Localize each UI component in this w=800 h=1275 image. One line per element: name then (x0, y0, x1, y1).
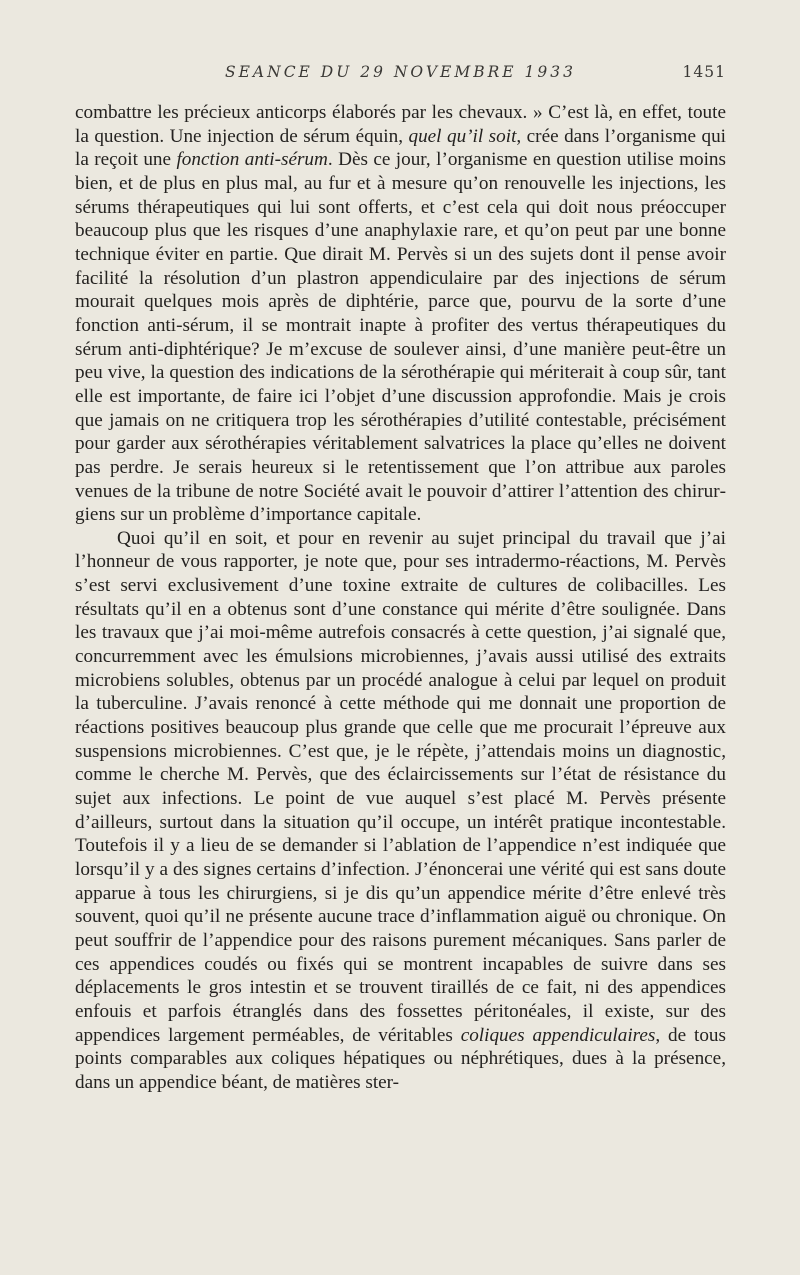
text-run: combattre les précieux anticorps élaborés par les chevaux. » C’est là, en effet, toute la question. Une injection de sérum équin, (75, 102, 726, 147)
italic-text: fonction anti-sérum (176, 149, 328, 171)
italic-text: quel qu’il soit (408, 125, 517, 147)
body-text (75, 101, 726, 1095)
paragraph (75, 101, 726, 527)
paragraph (75, 527, 726, 1095)
text-run: Quoi qu’il en soit, et pour en revenir au sujet principal du travail que j’ai l’honneur de vous rapporter, je note que, pour ses intradermo-réactions, M. Pervès s’est servi exclusivement d’une toxine extraite de cultures de colibacilles. Les résultats qu’il en a obtenus sont d’une constance qui mérite d’être soulignée. Dans les travaux que j’ai moi-même autrefois consacrés à cette question, j’ai signalé que, concurremment avec les émulsions microbiennes, j’avais aussi utilisé des extraits microbiens solubles, obtenus par un procédé analogue à celui par lequel on produit la tuberculine. J’avais renoncé à cette méthode qui me donnait une proportion de réactions positives beaucoup plus grande que celle que me procurait l’épreuve aux suspensions microbiennes. C’est que, je le répète, j’attendais moins un diagnostic, comme le cherche M. Pervès, que des éclaircissements sur l’état de résistance du sujet aux infections. Le point de vue auquel s’est placé M. Pervès présente d’ailleurs, surtout dans la situation qu’il occupe, un intérêt pratique incontestable. Toutefois il y a lieu de se demander si l’ablation de l’appendice n’est indiquée que lorsqu’il y a des signes certains d’infection. J’énoncerai une vérité qui est sans doute apparue à tous les chirurgiens, si je dis qu’un appendice mérite d’être enlevé très souvent, quoi qu’il ne présente aucune trace d’inflammation aiguë ou chronique. On peut souffrir de l’appendice pour des raisons purement mécaniques. Sans parler de ces appendices coudés ou fixés qui se montrent incapables de suivre dans ses déplacements le gros intestin et se trouvent tiraillés de ce fait, ni des appendices enfouis et parfois étranglés dans des fossettes péritonéales, il existe, sur des appendices largement perméables, de véritables (75, 527, 726, 1046)
page-header (75, 63, 726, 87)
italic-text: coliques appendiculaires (460, 1024, 656, 1046)
page-number: 1451 (682, 63, 726, 81)
text-run: , de tous points comparables aux coliques hépatiques ou néphrétiques, dues à la présence, dans un appendice béant, de matières ster- (75, 1024, 726, 1093)
text-run: , crée dans l’organisme qui la reçoit une (75, 125, 726, 171)
running-title: SEANCE DU 29 NOVEMBRE 1933 (225, 63, 576, 81)
text-run: . Dès ce jour, l’organisme en question utilise moins bien, et de plus en plus mal, au fur et à mesure qu’on renouvelle les injections, les sérums thérapeutiques qui lui sont offerts, et c’est cela qui doit nous préoccuper beaucoup plus que les risques d’une anaphylaxie rare, et qu’on peut par une bonne technique éviter en partie. Que dirait M. Pervès si un des sujets dont il pense avoir facilité la résolution d’un plastron appendiculaire par des injections de sérum mourait quelques mois après de diphtérie, parce que, pourvu de la sorte d’une fonction anti-sérum, il se montrait inapte à profiter des vertus thérapeutiques du sérum anti-diphtérique? Je m’excuse de soulever ainsi, d’une manière peut-être un peu vive, la question des indications de la sérothérapie qui mériterait à coup sûr, tant elle est importante, de faire ici l’objet d’une discussion approfondie. Mais je crois que jamais on ne critiquera trop les sérothérapies d’utilité contestable, précisément pour garder aux sérothérapies véritablement salvatrices la place qu’elles ne doivent pas perdre. Je serais heureux si le retentissement que l’on attribue aux paroles venues de la tribune de notre Société avait le pouvoir d’attirer l’attention des chirurgiens sur un problème d’importance capitale. (75, 149, 726, 526)
